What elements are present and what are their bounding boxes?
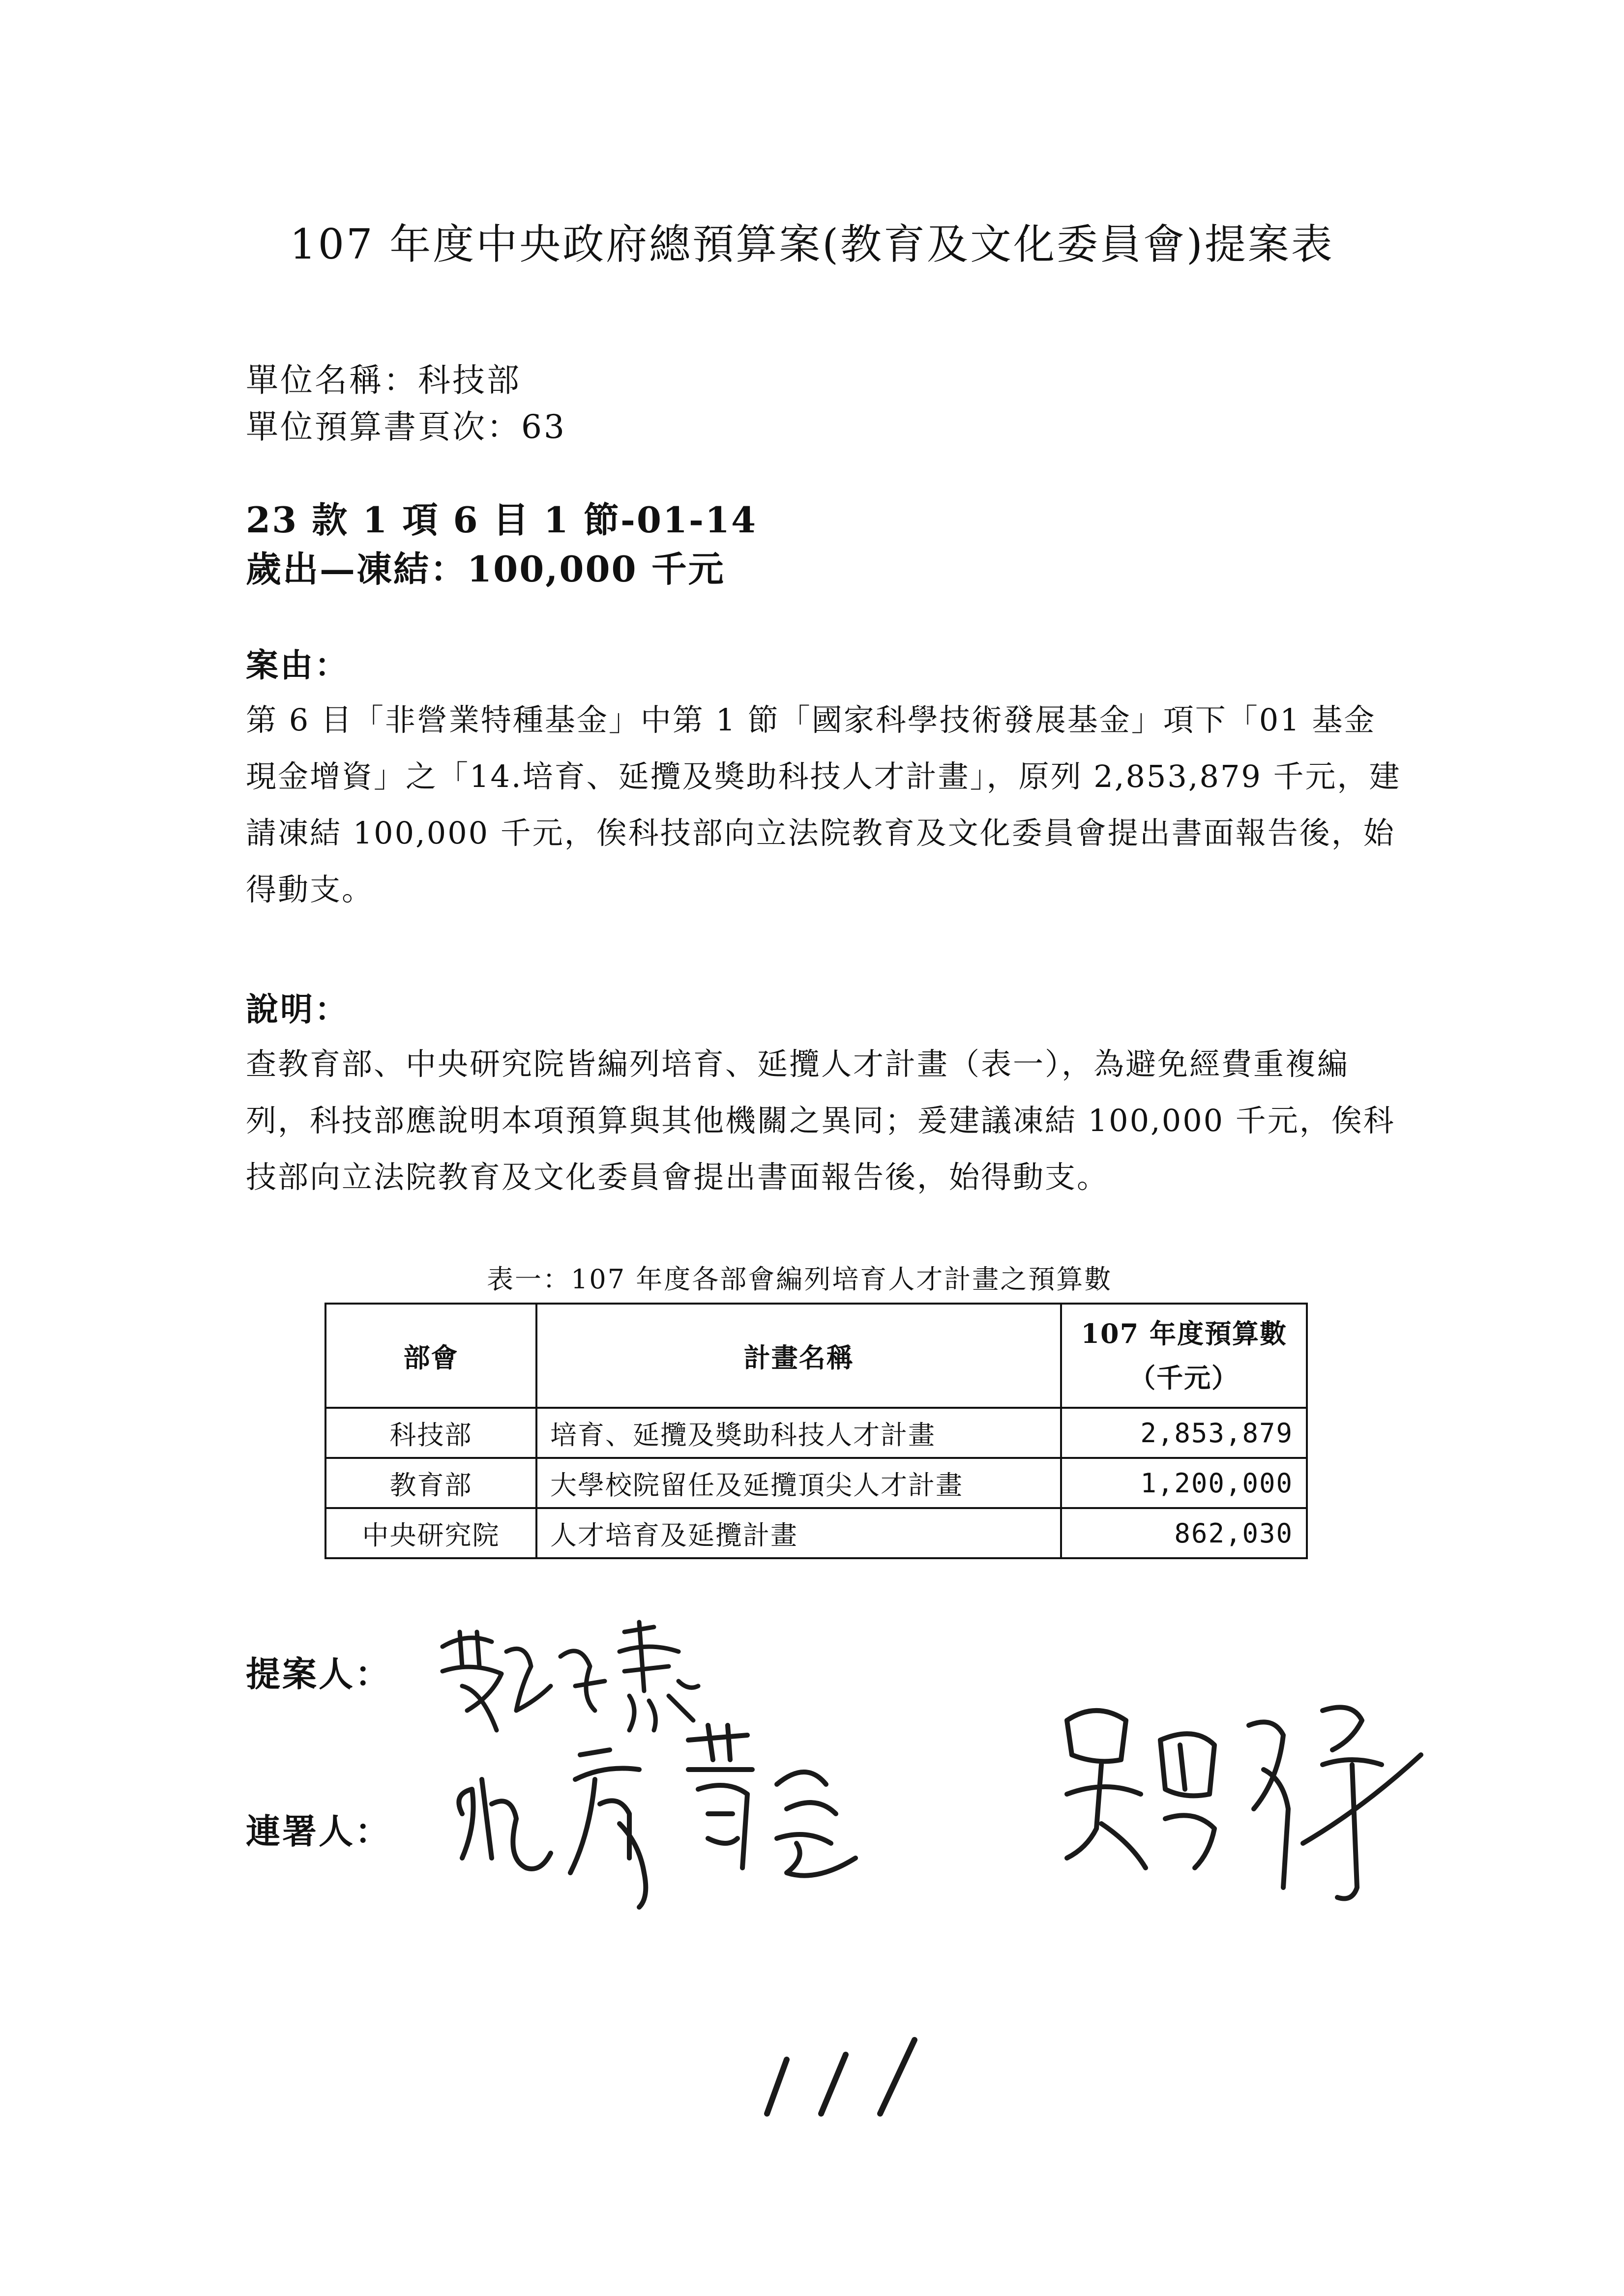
row-plan: 大學校院留任及延攬頂尖人才計畫 (536, 1458, 1061, 1508)
header-department: 部會 (325, 1304, 536, 1408)
reason-line: 第 6 目「非營業特種基金」中第 1 節「國家科學技術發展基金」項下「01 基金 (246, 702, 1376, 738)
cosigner-label: 連署人： (246, 1811, 391, 1852)
row-plan: 人才培育及延攬計畫 (536, 1508, 1061, 1558)
reason-line: 得動支。 (246, 872, 374, 907)
row-amount: 1,200,000 (1061, 1458, 1307, 1508)
row-department: 科技部 (325, 1408, 536, 1458)
budget-table (325, 1303, 1308, 1559)
row-amount: 862,030 (1061, 1508, 1307, 1558)
table-row (325, 1508, 1307, 1558)
reason-line: 現金增資」之「14.培育、延攬及獎助科技人才計畫」，原列 2,853,879 千元，建 (246, 758, 1401, 794)
table-row (325, 1458, 1307, 1508)
header-budget-line1: 107 年度預算數 (1081, 1318, 1287, 1349)
reason-line: 請凍結 100,000 千元，俟科技部向立法院教育及文化委員會提出書面報告後，始 (246, 815, 1395, 851)
cosigner-signature (1047, 1681, 1441, 1927)
explanation-line: 技部向立法院教育及文化委員會提出書面報告後，始得動支。 (246, 1159, 1109, 1195)
header-budget (1061, 1304, 1307, 1408)
table-row (325, 1408, 1307, 1458)
explanation-heading: 說明： (246, 990, 349, 1028)
header-plan: 計畫名稱 (536, 1304, 1061, 1408)
explanation-line: 查教育部、中央研究院皆編列培育、延攬人才計畫（表一），為避免經費重複編 (246, 1046, 1350, 1082)
proposer-label: 提案人： (246, 1654, 391, 1694)
budget-page-number: 單位預算書頁次：63 (246, 408, 566, 446)
reason-heading: 案由： (246, 646, 349, 684)
handwritten-marks (747, 2030, 944, 2128)
row-amount: 2,853,879 (1061, 1408, 1307, 1458)
cosigner-signature (433, 1696, 1072, 1927)
table-header-row (325, 1304, 1307, 1408)
explanation-line: 列，科技部應說明本項預算與其他機關之異同；爰建議凍結 100,000 千元，俟科 (246, 1103, 1395, 1138)
row-plan: 培育、延攬及獎助科技人才計畫 (536, 1408, 1061, 1458)
table-caption: 表一：107 年度各部會編列培育人才計畫之預算數 (487, 1264, 1113, 1295)
unit-name: 單位名稱：科技部 (246, 361, 521, 399)
header-budget-line2: （千元） (1129, 1362, 1240, 1394)
row-department: 教育部 (325, 1458, 536, 1508)
row-department: 中央研究院 (325, 1508, 536, 1558)
document-title: 107 年度中央政府總預算案(教育及文化委員會)提案表 (290, 220, 1334, 268)
item-code: 23 款 1 項 6 目 1 節-01-14 (246, 499, 758, 541)
freeze-amount: 歲出—凍結：100,000 千元 (246, 548, 725, 590)
